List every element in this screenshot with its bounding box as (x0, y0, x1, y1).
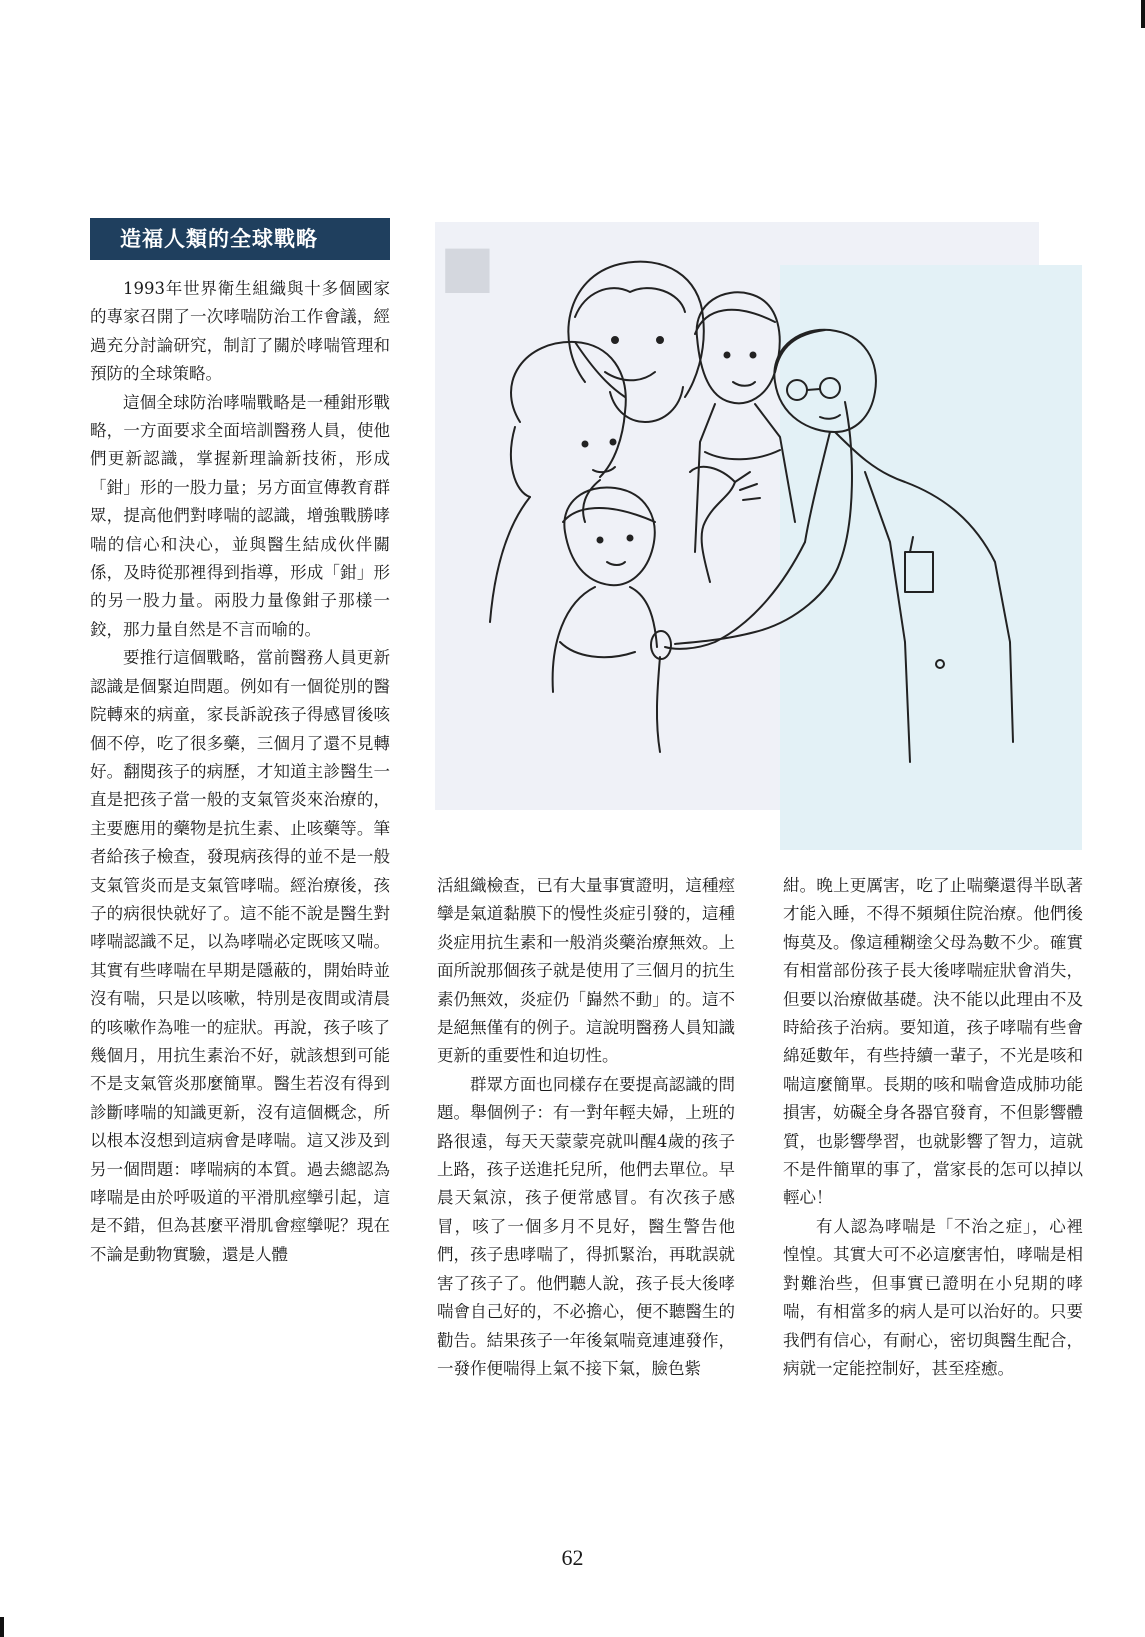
paragraph: 群眾方面也同樣存在要提高認識的問題。舉個例子：有一對年輕夫婦，上班的路很遠，每天天蒙蒙亮就叫醒4歲的孩子上路，孩子送進托兒所，他們去單位。早晨天氣涼，孩子便常感冒。有次孩子感冒，咳了一個多月不見好，醫生警告他們，孩子患哮喘了，得抓緊治，再耽誤就害了孩子了。他們聽人說，孩子長大後哮喘會自己好的，不必擔心，便不聽醫生的勸告。結果孩子一年後氣喘竟連連發作，一發作便喘得上氣不接下氣，臉色紫 (437, 1074, 735, 1378)
paragraph: 要推行這個戰略，當前醫務人員更新認識是個緊迫問題。例如有一個從別的醫院轉來的病童，家長訴說孩子得感冒後咳個不停，吃了很多藥，三個月了還不見轉好。翻閱孩子的病歷，才知道主診醫生一直是把孩子當一般的支氣管炎來治療的，主要應用的藥物是抗生素、止咳藥等。筆者給孩子檢查，發現病孩得的並不是一般支氣管炎而是支氣管哮喘。經治療後，孩子的病很快就好了。這不能不說是醫生對哮喘認識不足，以為哮喘必定既咳又喘。其實有些哮喘在早期是隱蔽的，開始時並沒有喘，只是以咳嗽，特別是夜間或清晨的咳嗽作為唯一的症狀。再說，孩子咳了幾個月，用抗生素治不好，就該想到可能不是支氣管炎那麼簡單。醫生若沒有得到診斷哮喘的知識更新，沒有這個概念，所以根本沒想到這病會是哮喘。這又涉及到另一個問題：哮喘病的本質。過去總認為哮喘是由於呼吸道的平滑肌痙攣引起，這是不錯，但為甚麼平滑肌會痙攣呢？現在不論是動物實驗，還是人體 (90, 648, 390, 1264)
paragraph: 活組織檢查，已有大量事實證明，這種痙攣是氣道黏膜下的慢性炎症引發的，這種炎症用抗生素和一般消炎藥治療無效。上面所說那個孩子就是使用了三個月的抗生素仍無效，炎症仍「巋然不動」的。這不是絕無僅有的例子。這說明醫務人員知識更新的重要性和迫切性。 (437, 876, 735, 1066)
show-through-glyph: ■ (440, 232, 495, 300)
text-column-1 (90, 275, 390, 1269)
text-column-2 (437, 872, 735, 1383)
scan-edge-mark (0, 1617, 4, 1637)
paragraph: 有人認為哮喘是「不治之症」，心裡惶惶。其實大可不必這麼害怕，哮喘是相對難治些，但事實已證明在小兒期的哮喘，有相當多的病人是可以治好的。只要我們有信心，有耐心，密切與醫生配合，病就一定能控制好，甚至痊癒。 (783, 1216, 1083, 1378)
doctor-examining-child-with-family-icon (435, 222, 1039, 810)
paragraph: 1993年世界衛生組織與十多個國家的專家召開了一次哮喘防治工作會議，經過充分討論研究，制訂了關於哮喘管理和預防的全球策略。 (90, 279, 390, 384)
page-number: 62 (561, 1545, 584, 1570)
scan-edge-mark (1141, 0, 1145, 28)
section-title: 造福人類的全球戰略 (90, 218, 390, 260)
paragraph: 這個全球防治哮喘戰略是一種鉗形戰略，一方面要求全面培訓醫務人員，使他們更新認識，掌握新理論新技術，形成「鉗」形的一股力量；另方面宣傳教育群眾，提高他們對哮喘的認識，增強戰勝哮喘的信心和決心，並與醫生結成伙伴關係，及時從那裡得到指導，形成「鉗」形的另一股力量。兩股力量像鉗子那樣一鉸，那力量自然是不言而喻的。 (90, 392, 390, 639)
text-column-3 (783, 872, 1083, 1383)
paragraph: 紺。晚上更厲害，吃了止喘藥還得半臥著才能入睡，不得不頻頻住院治療。他們後悔莫及。像這種糊塗父母為數不少。確實有相當部份孩子長大後哮喘症狀會消失，但要以治療做基礎。決不能以此理由不及時給孩子治病。要知道，孩子哮喘有些會綿延數年，有些持續一輩子，不光是咳和喘這麼簡單。長期的咳和喘會造成肺功能損害，妨礙全身各器官發育，不但影響體質，也影響學習，也就影響了智力，這就不是件簡單的事了，當家長的怎可以掉以輕心！ (783, 876, 1083, 1208)
